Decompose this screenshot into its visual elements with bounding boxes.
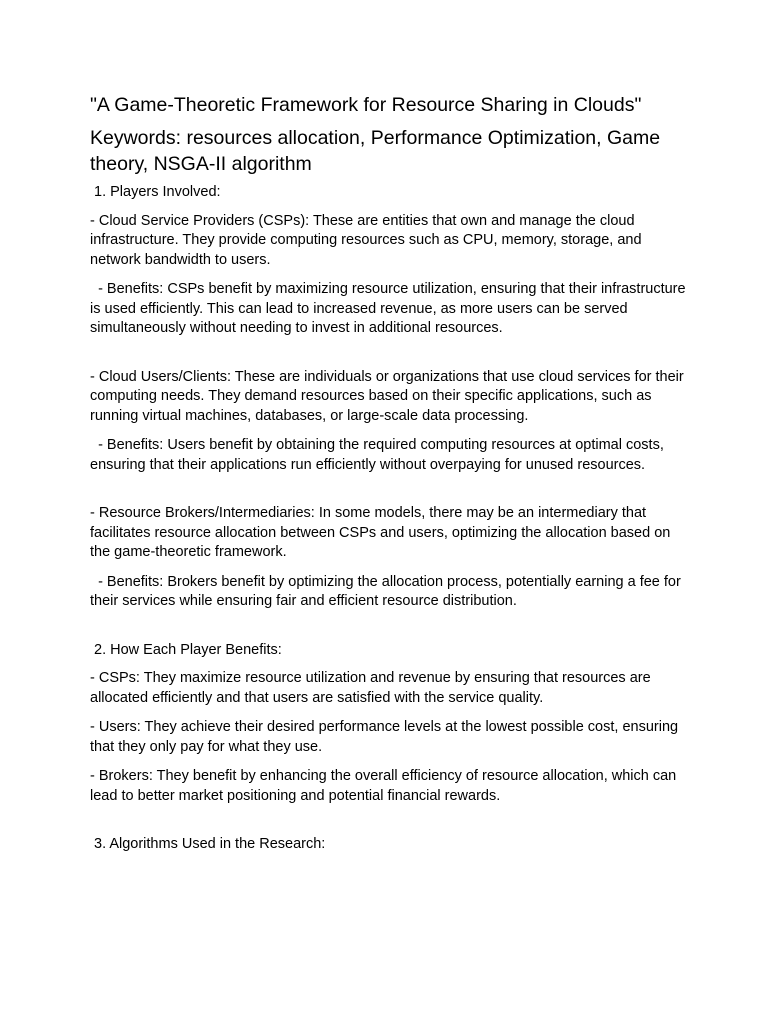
paragraph-csp-benefits: - Benefits: CSPs benefit by maximizing resource utilization, ensuring that their infrastructure is used efficiently. This can lead to increased revenue, as more users can be served simultaneously without needing to invest in additional resources.	[90, 281, 690, 336]
paragraph-brokers-benefits: - Benefits: Brokers benefit by optimizing the allocation process, potentially earning a fee for their services while ensuring fair and efficient resource distribution.	[90, 573, 685, 609]
paragraph-csps-benefit-summary: - CSPs: They maximize resource utilization and revenue by ensuring that resources are allocated efficiently and that users are satisfied with the service quality.	[90, 670, 651, 706]
paragraph-csp: - Cloud Service Providers (CSPs): These are entities that own and manage the cloud infrastructure. They provide computing resources such as CPU, memory, storage, and network bandwidth to users.	[90, 212, 642, 268]
section-heading-players: 1. Players Involved:	[94, 184, 221, 200]
paragraph-users: - Cloud Users/Clients: These are individuals or organizations that use cloud services for their computing needs. They demand resources based on their specific applications, such as running virtual machines, databases, or large-scale data processing.	[90, 368, 684, 424]
paragraph-users-benefits: - Benefits: Users benefit by obtaining the required computing resources at optimal costs, ensuring that their applications run efficiently without overpaying for unused resources.	[90, 437, 668, 473]
keywords-line: Keywords: resources allocation, Performance Optimization, Game theory, NSGA-II algorithm	[90, 127, 661, 175]
document-body	[90, 92, 690, 864]
section-heading-algorithms: 3. Algorithms Used in the Research:	[94, 836, 326, 852]
section-heading-benefits: 2. How Each Player Benefits:	[94, 641, 282, 658]
paragraph-brokers: - Resource Brokers/Intermediaries: In some models, there may be an intermediary that facilitates resource allocation between CSPs and users, optimizing the allocation based on the game-theoretic framework.	[90, 505, 671, 560]
document-title: "A Game-Theoretic Framework for Resource Sharing in Clouds"	[90, 94, 642, 116]
paragraph-users-benefit-summary: - Users: They achieve their desired performance levels at the lowest possible cost, ensuring that they only pay for what they use.	[90, 719, 679, 755]
paragraph-brokers-benefit-summary: - Brokers: They benefit by enhancing the overall efficiency of resource allocation, which can lead to better market positioning and potential financial rewards.	[90, 768, 677, 804]
